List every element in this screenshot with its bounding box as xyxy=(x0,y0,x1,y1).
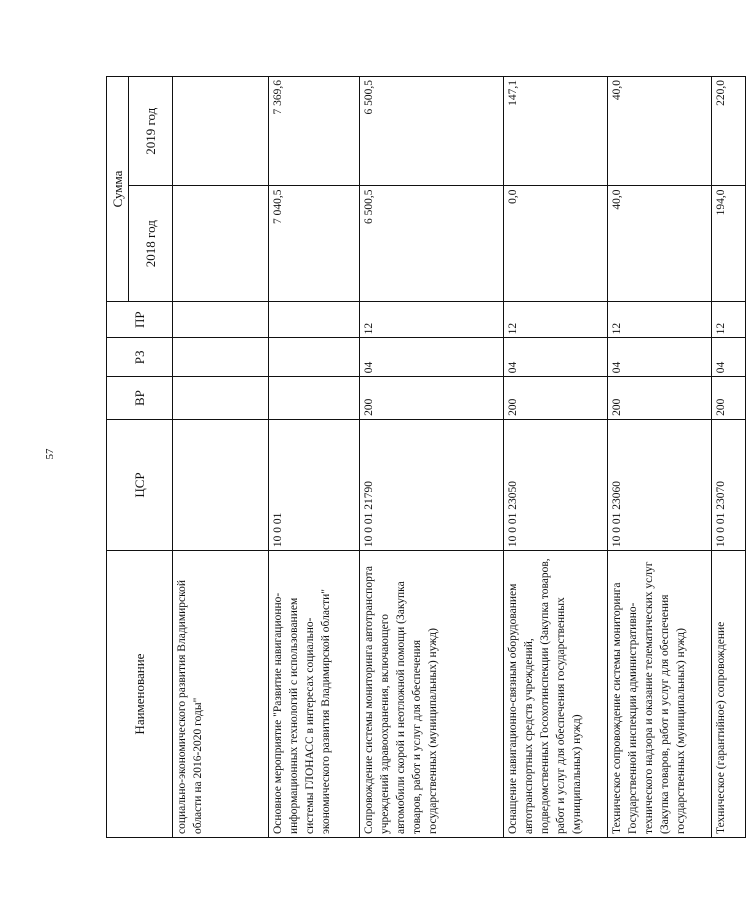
header-2018: 2018 год xyxy=(129,186,173,301)
table-row xyxy=(504,77,608,838)
row-pr: 12 xyxy=(504,301,608,337)
row-2018: 40,0 xyxy=(608,186,712,301)
row-pr xyxy=(269,301,360,337)
header-2019: 2019 год xyxy=(129,77,173,186)
row-vr: 200 xyxy=(712,377,746,420)
table-row xyxy=(269,77,360,838)
row-vr: 200 xyxy=(504,377,608,420)
header-row-1 xyxy=(107,77,129,838)
row-2018 xyxy=(173,186,269,301)
table-row xyxy=(712,77,746,838)
row-csr: 10 0 01 xyxy=(269,419,360,550)
header-sum: Сумма xyxy=(107,77,129,302)
row-2019: 40,0 xyxy=(608,77,712,186)
row-2019: 6 500,5 xyxy=(360,77,504,186)
row-csr: 10 0 01 23050 xyxy=(504,419,608,550)
header-rz: РЗ xyxy=(107,338,173,377)
row-vr: 200 xyxy=(360,377,504,420)
row-2018: 0,0 xyxy=(504,186,608,301)
budget-table xyxy=(106,76,746,838)
table-row xyxy=(608,77,712,838)
row-2019 xyxy=(173,77,269,186)
row-rz: 04 xyxy=(608,338,712,377)
header-name: Наименование xyxy=(107,551,173,838)
table-row xyxy=(173,77,269,838)
row-name: Оснащение навигационно-связным оборудованием автотранспортных средств учреждений, подведомственных Госохотинспекции (Закупка товаров, работ и услуг для обеспечения государственных (муниципальных) нужд) xyxy=(504,551,608,838)
table-row xyxy=(360,77,504,838)
row-name: Техническое (гарантийное) сопровождение xyxy=(712,551,746,838)
row-rz: 04 xyxy=(712,338,746,377)
row-2019: 7 369,6 xyxy=(269,77,360,186)
row-name: Техническое сопровождение системы мониторинга Государственной инспекции административно-технического надзора и оказание телематических услуг (Закупка товаров, работ и услуг для обеспечения государственных (муниципальных) нужд) xyxy=(608,551,712,838)
row-pr xyxy=(173,301,269,337)
row-2019: 147,1 xyxy=(504,77,608,186)
row-2018: 6 500,5 xyxy=(360,186,504,301)
row-pr: 12 xyxy=(360,301,504,337)
row-2018: 194,0 xyxy=(712,186,746,301)
header-csr: ЦСР xyxy=(107,419,173,550)
row-name: социально-экономического развития Владимирской области на 2016-2020 годы" xyxy=(173,551,269,838)
row-2018: 7 040,5 xyxy=(269,186,360,301)
row-vr xyxy=(173,377,269,420)
header-vr: ВР xyxy=(107,377,173,420)
row-csr xyxy=(173,419,269,550)
row-2019: 220,0 xyxy=(712,77,746,186)
row-name: Основное мероприятие "Развитие навигационно-информационных технологий с использованием системы ГЛОНАСС в интересах социально-экономического развития Владимирской области" xyxy=(269,551,360,838)
budget-table-rotated xyxy=(106,76,727,838)
row-rz xyxy=(269,338,360,377)
page-number: 57 xyxy=(44,448,56,460)
row-rz: 04 xyxy=(504,338,608,377)
row-pr: 12 xyxy=(608,301,712,337)
row-rz: 04 xyxy=(360,338,504,377)
row-vr: 200 xyxy=(608,377,712,420)
header-pr: ПР xyxy=(107,301,173,337)
row-name: Сопровождение системы мониторинга автотранспорта учреждений здравоохранения, включающего автомобили скорой и неотложной помощи (Закупка товаров, работ и услуг для обеспечения государственных (муниципальных) нужд) xyxy=(360,551,504,838)
row-pr: 12 xyxy=(712,301,746,337)
row-rz xyxy=(173,338,269,377)
row-csr: 10 0 01 23070 xyxy=(712,419,746,550)
row-csr: 10 0 01 23060 xyxy=(608,419,712,550)
row-vr xyxy=(269,377,360,420)
row-csr: 10 0 01 21790 xyxy=(360,419,504,550)
